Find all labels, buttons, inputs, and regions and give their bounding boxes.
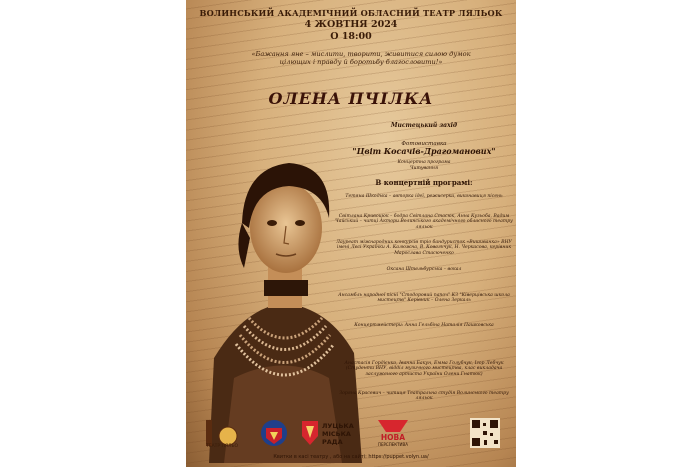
svg-text:НОВА: НОВА xyxy=(380,433,406,442)
svg-text:ЛУЦЬКА: ЛУЦЬКА xyxy=(322,422,354,430)
event-time: О 18:00 xyxy=(330,31,372,42)
performer-7: Анастасія Гордієнко, Іванна Бакун, Емма Голубчук, Ігор Лебчук (Студенти ВНУ, відділ музичного мистецтва, клас викладача заслуженого артиста України Олени Гнатюк) xyxy=(344,361,504,377)
event-poster xyxy=(186,0,516,467)
qr-code xyxy=(470,418,500,448)
lutsk-council-logo xyxy=(300,418,364,448)
ticket-info: Квитки в касі театру , або на сайті: https://puppet.volyn.ua/ xyxy=(273,454,429,460)
performer-6: Концертмейстери: Анна Гельбіна Наталія Пашковська xyxy=(354,323,494,328)
performer-4: Оксана Штельбурська – вокал xyxy=(386,267,462,272)
performer-2: Світлана Кривоцюк – бодра Світлана Стасюк, Анна Кузьоба, Вадим Чайський – читці Актори Волинського академічного обласного театру ляльок xyxy=(335,214,513,230)
program-heading: В концертній програмі: xyxy=(375,178,473,187)
program-readings: Читування xyxy=(409,166,439,171)
program-concert: Концертна програма xyxy=(397,160,451,165)
nova-perspektyva-logo xyxy=(370,418,416,448)
performer-8: Зоряна Красевич – читиця Театральна студія Волинського театру ляльок xyxy=(339,391,509,402)
poster-title: ОЛЕНА ПЧІЛКА xyxy=(268,89,434,108)
svg-text:ПЕРСПЕКТИВА: ПЕРСПЕКТИВА xyxy=(377,442,409,447)
program-photo-label: Фотовиставка xyxy=(401,141,447,147)
svg-text:МІСЬКА: МІСЬКА xyxy=(322,430,351,438)
svg-text:РАДА: РАДА xyxy=(322,438,343,446)
coat-of-arms-logo xyxy=(260,418,288,448)
program-photo-title: "Цвіт Косачів-Драгоманових" xyxy=(352,146,496,156)
performer-5: Ансамбль народної пісні "Стодоровий папоч" КЗ "Ківерцівська школа мистецтв" Керівник – Олена Зеркаль xyxy=(338,293,510,304)
svg-text:ТЕАТР ЛЯЛЬОК: ТЕАТР ЛЯЛЬОК xyxy=(206,444,238,448)
performer-1: Тетяна Шкодька – авторка ідеї, режисерка, виконавиця пісень xyxy=(345,194,503,199)
program-event: Мистецький захід xyxy=(390,122,458,129)
performer-3: Лауреат міжнародних конкурсів тріо бандуристок «Вишиванка» ВНУ імені Лесі Українки А. Калюжна, В. Ковальчук, Н. Черкасова, керівник Марослава Стасюченко xyxy=(336,240,512,256)
epigraph-quote: «Бажання яне – мислити, творити, живитися силою думок цілющих і правду й боротьбу благословити!» xyxy=(251,50,471,66)
theatre-name: ВОЛИНСЬКИЙ АКАДЕМІЧНИЙ ОБЛАСНИЙ ТЕАТР ЛЯЛЬОК xyxy=(199,8,503,18)
partner-logos xyxy=(204,418,506,448)
theatre-logo xyxy=(204,418,238,448)
event-date: 4 ЖОВТНЯ 2024 xyxy=(304,19,398,30)
